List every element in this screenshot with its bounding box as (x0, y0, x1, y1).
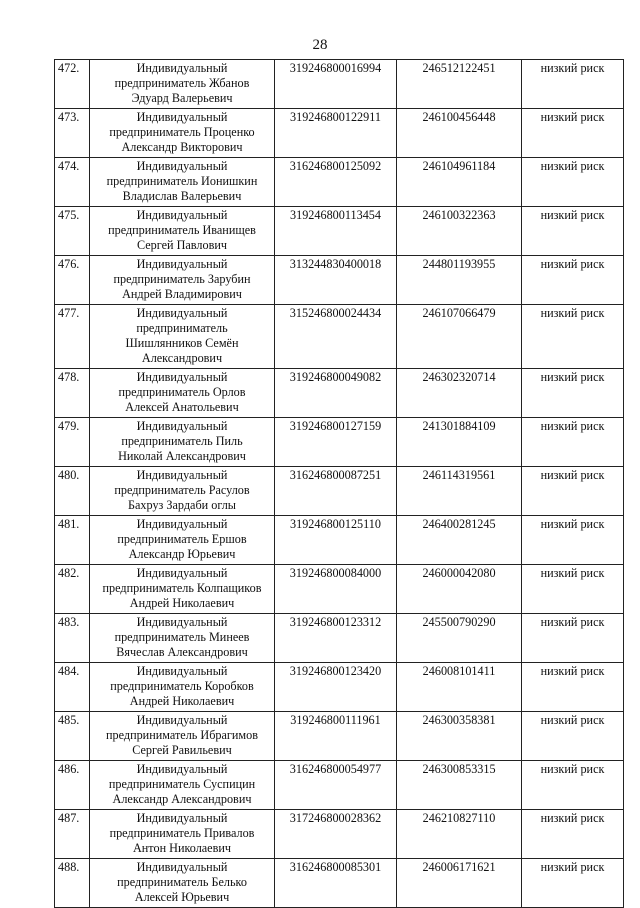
entrepreneur-name-cell (90, 663, 275, 712)
row-number: 472. (55, 60, 90, 109)
table-row (55, 109, 624, 158)
entrepreneur-name-line: Индивидуальный (136, 61, 228, 75)
entrepreneur-name-line: Вячеслав Александрович (116, 645, 248, 659)
entrepreneur-name-line: Александрович (141, 351, 223, 365)
entrepreneur-name-cell (90, 516, 275, 565)
entrepreneur-name-cell (90, 256, 275, 305)
ogrn-cell: 319246800016994 (275, 60, 397, 109)
table-row (55, 859, 624, 908)
row-number: 480. (55, 467, 90, 516)
inn-cell: 245500790290 (397, 614, 522, 663)
entrepreneur-name-line: Сергей Павлович (137, 238, 227, 252)
entrepreneur-name-line: Индивидуальный (136, 257, 228, 271)
inn-cell: 246210827110 (397, 810, 522, 859)
entrepreneur-name-line: Николай Александрович (118, 449, 246, 463)
entrepreneur-name-line: Индивидуальный (136, 713, 228, 727)
entrepreneur-name-line: Индивидуальный (136, 159, 228, 173)
entrepreneur-name-line: Индивидуальный (136, 860, 228, 874)
row-number: 484. (55, 663, 90, 712)
entrepreneur-name-cell (90, 761, 275, 810)
entrepreneur-name-line: Андрей Николаевич (129, 694, 235, 708)
risk-category-cell: низкий риск (522, 207, 624, 256)
entrepreneur-name-line: Индивидуальный (136, 110, 228, 124)
ogrn-cell: 319246800123420 (275, 663, 397, 712)
entrepreneur-name-cell (90, 614, 275, 663)
risk-category-cell: низкий риск (522, 109, 624, 158)
table-row (55, 810, 624, 859)
ogrn-cell: 316246800054977 (275, 761, 397, 810)
entrepreneur-name-cell (90, 207, 275, 256)
entrepreneur-name-cell (90, 810, 275, 859)
row-number: 482. (55, 565, 90, 614)
inn-cell: 246100322363 (397, 207, 522, 256)
ogrn-cell: 315246800024434 (275, 305, 397, 369)
row-number: 486. (55, 761, 90, 810)
row-number: 476. (55, 256, 90, 305)
entrepreneur-name-cell (90, 712, 275, 761)
table-row (55, 369, 624, 418)
entrepreneur-name-line: предприниматель Пиль (121, 434, 243, 448)
entrepreneur-name-line: Индивидуальный (136, 566, 228, 580)
entrepreneur-name-line: предприниматель Привалов (109, 826, 255, 840)
risk-category-cell: низкий риск (522, 158, 624, 207)
ogrn-cell: 319246800113454 (275, 207, 397, 256)
entrepreneur-name-line: Индивидуальный (136, 811, 228, 825)
inn-cell: 246107066479 (397, 305, 522, 369)
row-number: 478. (55, 369, 90, 418)
entrepreneur-name-line: Алексей Юрьевич (134, 890, 230, 904)
ogrn-cell: 319246800123312 (275, 614, 397, 663)
risk-category-cell: низкий риск (522, 256, 624, 305)
table-row (55, 565, 624, 614)
table-row (55, 467, 624, 516)
risk-category-cell: низкий риск (522, 369, 624, 418)
inn-cell: 246114319561 (397, 467, 522, 516)
row-number: 477. (55, 305, 90, 369)
row-number: 481. (55, 516, 90, 565)
risk-category-cell: низкий риск (522, 305, 624, 369)
entrepreneur-name-line: предприниматель Жбанов (114, 76, 250, 90)
row-number: 475. (55, 207, 90, 256)
entrepreneur-name-line: предприниматель Иванищев (108, 223, 256, 237)
ogrn-cell: 316246800125092 (275, 158, 397, 207)
risk-category-cell: низкий риск (522, 614, 624, 663)
entrepreneur-name-line: предприниматель Коробков (110, 679, 254, 693)
entrepreneur-name-line: Сергей Равильевич (132, 743, 232, 757)
entrepreneur-name-line: Индивидуальный (136, 517, 228, 531)
table-row (55, 207, 624, 256)
ogrn-cell: 319246800122911 (275, 109, 397, 158)
page-number: 28 (312, 37, 328, 53)
entrepreneur-name-line: Александр Юрьевич (128, 547, 236, 561)
entrepreneur-name-line: Индивидуальный (136, 664, 228, 678)
inn-cell: 246000042080 (397, 565, 522, 614)
entrepreneur-name-line: предприниматель Белько (117, 875, 247, 889)
inn-cell: 241301884109 (397, 418, 522, 467)
inn-cell: 246008101411 (397, 663, 522, 712)
entrepreneur-name-line: предприниматель Орлов (118, 385, 246, 399)
table-row (55, 663, 624, 712)
entrepreneur-name-line: Антон Николаевич (132, 841, 232, 855)
entrepreneur-name-line: предприниматель Зарубин (113, 272, 251, 286)
entrepreneur-name-cell (90, 369, 275, 418)
entrepreneur-name-line: Андрей Николаевич (129, 596, 235, 610)
table-row (55, 761, 624, 810)
inn-cell: 246400281245 (397, 516, 522, 565)
entrepreneur-name-line: предприниматель Минеев (114, 630, 250, 644)
ogrn-cell: 316246800087251 (275, 467, 397, 516)
ogrn-cell: 316246800085301 (275, 859, 397, 908)
row-number: 479. (55, 418, 90, 467)
inn-cell: 246512122451 (397, 60, 522, 109)
entrepreneur-name-cell (90, 158, 275, 207)
entrepreneur-name-line: Владислав Валерьевич (122, 189, 242, 203)
entrepreneur-name-line: Индивидуальный (136, 762, 228, 776)
ogrn-cell: 319246800125110 (275, 516, 397, 565)
table-row (55, 516, 624, 565)
risk-category-cell: низкий риск (522, 467, 624, 516)
entrepreneur-name-line: предприниматель Ибрагимов (106, 728, 258, 742)
entrepreneur-name-cell (90, 109, 275, 158)
entrepreneur-name-line: предприниматель Проценко (109, 125, 255, 139)
entrepreneur-name-line: Индивидуальный (136, 208, 228, 222)
entrepreneur-name-line: Шишлянников Семён (125, 336, 239, 350)
entrepreneur-name-cell (90, 60, 275, 109)
inn-cell: 246006171621 (397, 859, 522, 908)
ogrn-cell: 319246800111961 (275, 712, 397, 761)
registry-table-body (55, 60, 624, 908)
entrepreneur-name-line: Индивидуальный (136, 370, 228, 384)
entrepreneur-name-line: предприниматель Ионишкин (106, 174, 258, 188)
entrepreneur-name-cell (90, 467, 275, 516)
entrepreneur-name-line: Индивидуальный (136, 306, 228, 320)
inn-cell: 244801193955 (397, 256, 522, 305)
entrepreneur-name-line: предприниматель Суспицин (108, 777, 256, 791)
entrepreneur-name-line: Индивидуальный (136, 419, 228, 433)
entrepreneur-name-cell (90, 305, 275, 369)
table-row (55, 256, 624, 305)
entrepreneur-name-cell (90, 565, 275, 614)
ogrn-cell: 317246800028362 (275, 810, 397, 859)
table-row (55, 60, 624, 109)
row-number: 487. (55, 810, 90, 859)
inn-cell: 246300358381 (397, 712, 522, 761)
risk-category-cell: низкий риск (522, 663, 624, 712)
entrepreneur-name-line: Бахруз Зардаби оглы (128, 498, 236, 512)
registry-table (54, 59, 624, 908)
table-row (55, 305, 624, 369)
risk-category-cell: низкий риск (522, 810, 624, 859)
table-row (55, 158, 624, 207)
entrepreneur-name-line: Эдуард Валерьевич (131, 91, 233, 105)
ogrn-cell: 313244830400018 (275, 256, 397, 305)
ogrn-cell: 319246800049082 (275, 369, 397, 418)
risk-category-cell: низкий риск (522, 712, 624, 761)
risk-category-cell: низкий риск (522, 516, 624, 565)
row-number: 488. (55, 859, 90, 908)
inn-cell: 246300853315 (397, 761, 522, 810)
entrepreneur-name-line: предприниматель (136, 321, 228, 335)
ogrn-cell: 319246800127159 (275, 418, 397, 467)
risk-category-cell: низкий риск (522, 761, 624, 810)
entrepreneur-name-line: Александр Викторович (121, 140, 243, 154)
entrepreneur-name-line: предприниматель Колпащиков (102, 581, 262, 595)
risk-category-cell: низкий риск (522, 60, 624, 109)
table-row (55, 418, 624, 467)
row-number: 473. (55, 109, 90, 158)
row-number: 474. (55, 158, 90, 207)
entrepreneur-name-cell (90, 418, 275, 467)
inn-cell: 246302320714 (397, 369, 522, 418)
table-row (55, 712, 624, 761)
inn-cell: 246104961184 (397, 158, 522, 207)
risk-category-cell: низкий риск (522, 565, 624, 614)
entrepreneur-name-line: предприниматель Расулов (114, 483, 250, 497)
entrepreneur-name-line: Андрей Владимирович (122, 287, 242, 301)
row-number: 483. (55, 614, 90, 663)
risk-category-cell: низкий риск (522, 418, 624, 467)
row-number: 485. (55, 712, 90, 761)
inn-cell: 246100456448 (397, 109, 522, 158)
entrepreneur-name-line: Индивидуальный (136, 615, 228, 629)
entrepreneur-name-line: предприниматель Ершов (117, 532, 247, 546)
entrepreneur-name-cell (90, 859, 275, 908)
ogrn-cell: 319246800084000 (275, 565, 397, 614)
entrepreneur-name-line: Индивидуальный (136, 468, 228, 482)
risk-category-cell: низкий риск (522, 859, 624, 908)
table-row (55, 614, 624, 663)
entrepreneur-name-line: Алексей Анатольевич (125, 400, 239, 414)
entrepreneur-name-line: Александр Александрович (112, 792, 252, 806)
